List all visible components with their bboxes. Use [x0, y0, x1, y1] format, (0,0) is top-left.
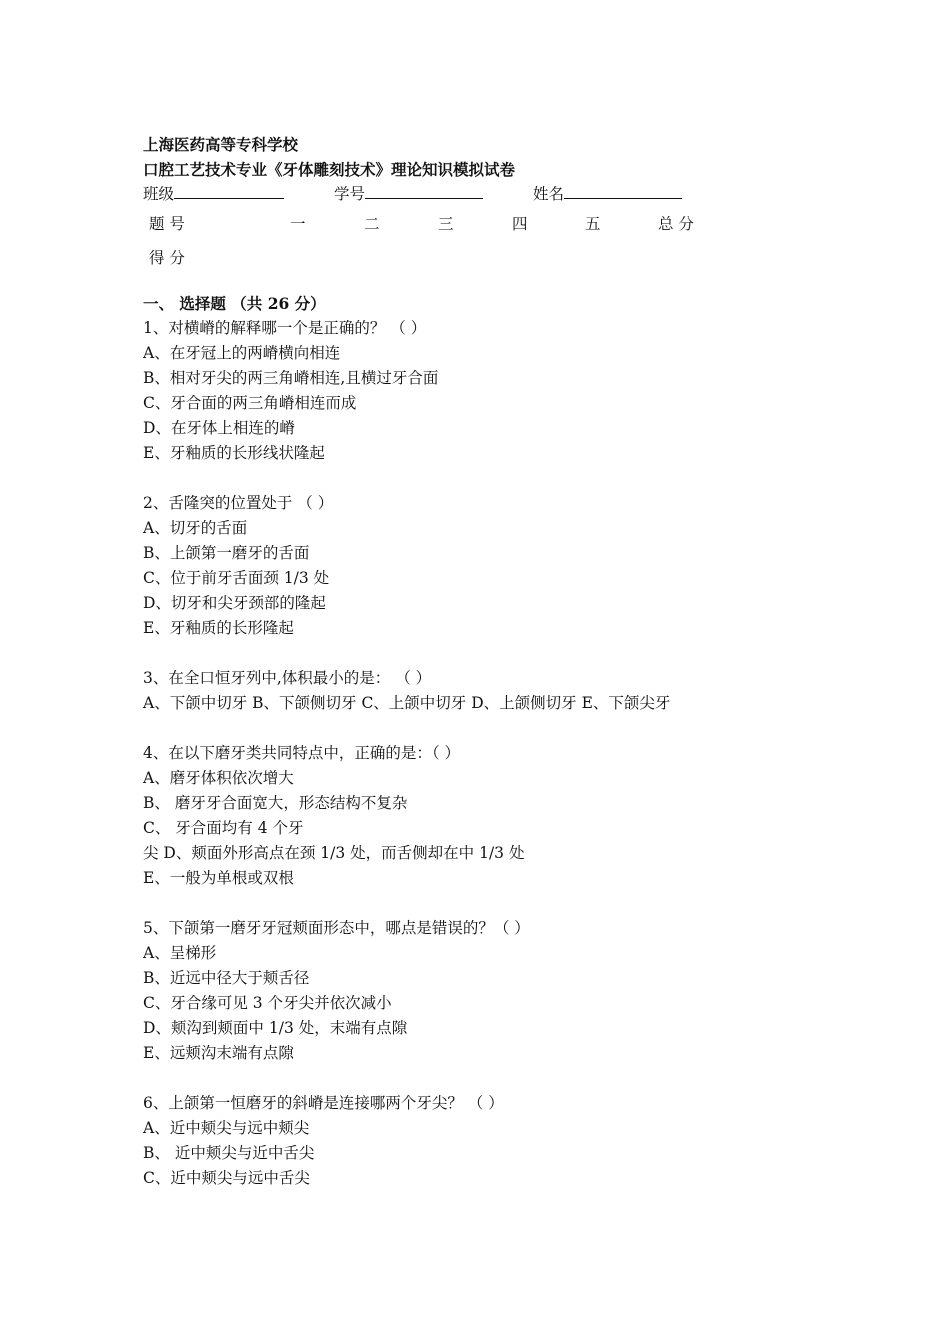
question-3-stem: 3、在全口恒牙列中,体积最小的是： （ ） — [143, 669, 432, 687]
name-blank — [564, 184, 682, 199]
question-6-option-b: B、 近中颊尖与近中舌尖 — [143, 1144, 315, 1162]
question-1-option-c: C、牙合面的两三角嵴相连而成 — [143, 394, 357, 412]
score-row2-label: 得 分 — [149, 249, 185, 267]
student-id-blank — [365, 184, 483, 199]
student-info-row — [143, 182, 843, 207]
score-row1-label: 题 号 — [149, 215, 185, 233]
question-4-option-e: E、一般为单根或双根 — [143, 869, 294, 887]
question-2-option-e: E、牙釉质的长形隆起 — [143, 619, 294, 637]
score-col-5: 五 — [585, 215, 601, 233]
score-col-3: 三 — [438, 215, 454, 233]
question-5-option-d: D、颊沟到颊面中 1/3 处，末端有点隙 — [143, 1019, 408, 1037]
section-title: 一、 选择题 （共 26 分） — [143, 294, 326, 313]
question-5-option-e: E、远颊沟末端有点隙 — [143, 1044, 294, 1062]
question-5-option-c: C、牙合缘可见 3 个牙尖并依次减小 — [143, 994, 392, 1012]
question-5-option-b: B、近远中径大于颊舌径 — [143, 969, 310, 987]
question-2-option-b: B、上颌第一磨牙的舌面 — [143, 544, 310, 562]
question-2-stem: 2、舌隆突的位置处于 （ ） — [143, 494, 334, 512]
question-1-option-a: A、在牙冠上的两嵴横向相连 — [143, 344, 341, 362]
question-4-stem: 4、在以下磨牙类共同特点中，正确的是：（ ） — [143, 744, 461, 762]
score-col-1: 一 — [290, 215, 306, 233]
question-6-option-a: A、近中颊尖与远中颊尖 — [143, 1119, 310, 1137]
class-label: 班级 — [143, 185, 175, 203]
question-4-option-b: B、 磨牙牙合面宽大，形态结构不复杂 — [143, 794, 408, 812]
score-table-score-row — [143, 241, 843, 275]
question-1-option-b: B、相对牙尖的两三角嵴相连,且横过牙合面 — [143, 369, 439, 387]
exam-title: 口腔工艺技术专业《牙体雕刻技术》理论知识模拟试卷 — [143, 160, 516, 179]
question-6-option-c: C、近中颊尖与远中舌尖 — [143, 1169, 310, 1187]
name-label: 姓名 — [533, 185, 565, 203]
student-id-label: 学号 — [334, 185, 366, 203]
question-1-option-e: E、牙釉质的长形线状隆起 — [143, 444, 325, 462]
question-1-option-d: D、在牙体上相连的嵴 — [143, 419, 295, 437]
question-4-option-a: A、磨牙体积依次增大 — [143, 769, 294, 787]
exam-page — [143, 132, 843, 1191]
question-4-option-d: 尖 D、颊面外形高点在颈 1/3 处，而舌侧却在中 1/3 处 — [143, 844, 525, 862]
question-1-stem: 1、对横嵴的解释哪一个是正确的？ （ ） — [143, 319, 427, 337]
question-2-option-d: D、切牙和尖牙颈部的隆起 — [143, 594, 326, 612]
class-blank — [174, 184, 284, 199]
score-table-header-row — [143, 207, 843, 241]
score-col-2: 二 — [364, 215, 380, 233]
question-5-stem: 5、下颌第一磨牙牙冠颊面形态中，哪点是错误的？（ ） — [143, 919, 530, 937]
question-2-option-a: A、切牙的舌面 — [143, 519, 248, 537]
school-name: 上海医药高等专科学校 — [143, 135, 299, 154]
question-2-option-c: C、位于前牙舌面颈 1/3 处 — [143, 569, 330, 587]
score-col-total: 总 分 — [658, 215, 694, 233]
question-5-option-a: A、呈梯形 — [143, 944, 217, 962]
score-col-4: 四 — [512, 215, 528, 233]
question-3-options: A、下颌中切牙 B、下颌侧切牙 C、上颌中切牙 D、上颌侧切牙 E、下颌尖牙 — [143, 694, 671, 712]
question-4-option-c: C、 牙合面均有 4 个牙 — [143, 819, 304, 837]
question-6-stem: 6、上颌第一恒磨牙的斜嵴是连接哪两个牙尖？ （ ） — [143, 1094, 504, 1112]
